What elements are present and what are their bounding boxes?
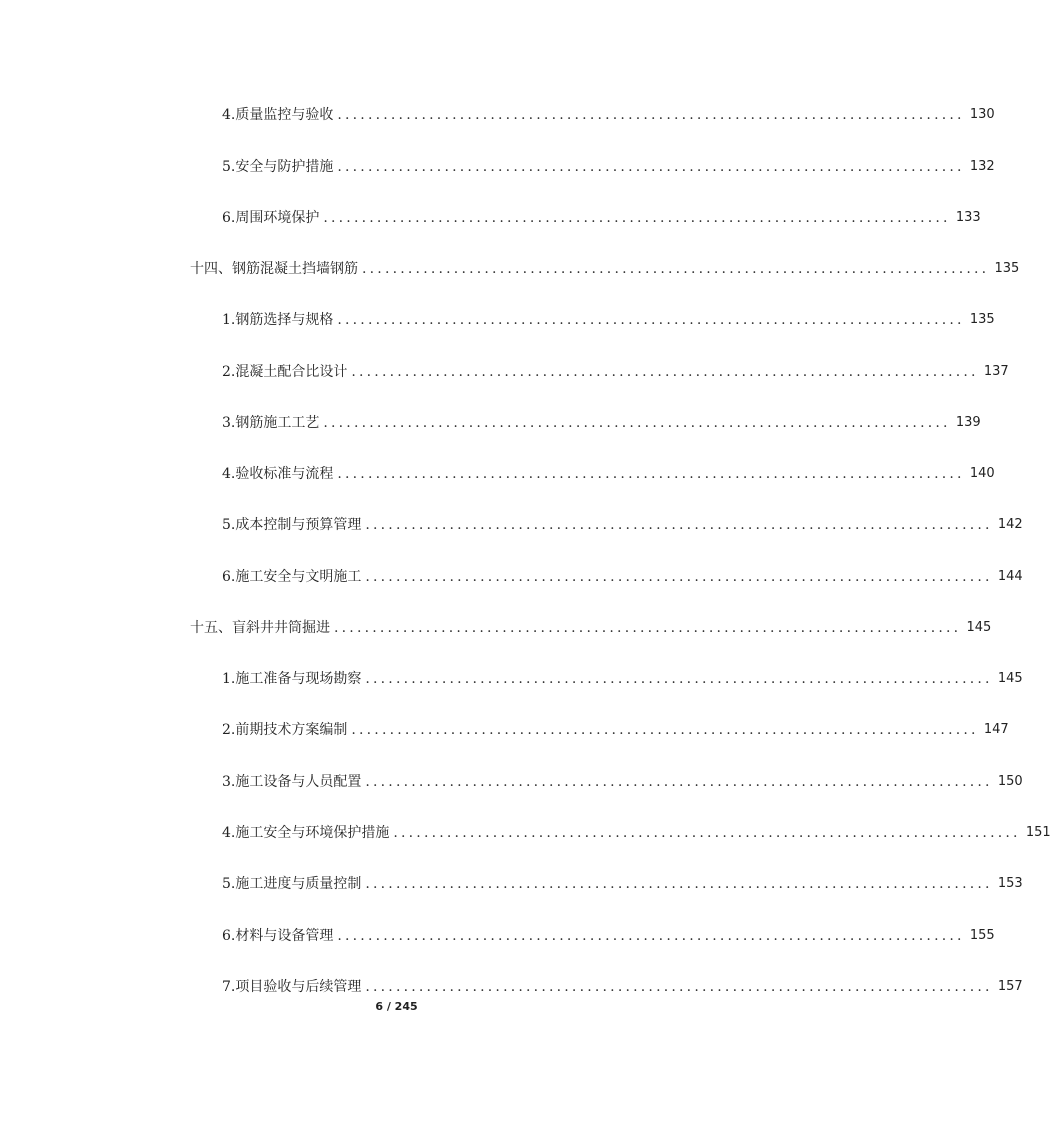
toc-entry[interactable] (0, 155, 995, 179)
toc-entry[interactable] (0, 770, 1023, 794)
toc-entry-page: 142 (997, 517, 1023, 532)
page-indicator: 6 / 245 (375, 1000, 418, 1013)
toc-entry-page: 130 (969, 107, 995, 122)
toc-entry[interactable] (0, 411, 981, 435)
toc-leader-dots: .................................................................................. (337, 312, 965, 328)
toc-entry-page: 135 (969, 312, 995, 327)
toc-entry-title: 2.混凝土配合比设计 (222, 364, 348, 380)
toc-entry-page: 132 (969, 159, 995, 174)
toc-entry-page: 153 (997, 876, 1023, 891)
toc-leader-dots: .................................................................................. (351, 722, 979, 738)
toc-entry-page: 147 (983, 722, 1009, 737)
toc-entry[interactable] (0, 924, 995, 948)
toc-entry-title: 3.施工设备与人员配置 (222, 774, 362, 790)
toc-entry[interactable] (0, 360, 1009, 384)
toc-entry-title: 十五、盲斜井井筒掘进 (190, 620, 330, 636)
toc-entry-title: 6.材料与设备管理 (222, 928, 334, 944)
toc-entry-page: 145 (997, 671, 1023, 686)
toc-entry-title: 6.周围环境保护 (222, 210, 320, 226)
toc-section-entry[interactable] (0, 616, 992, 640)
toc-leader-dots: .................................................................................. (365, 671, 993, 687)
toc-leader-dots: .................................................................................. (351, 364, 979, 380)
toc-entry-title: 5.施工进度与质量控制 (222, 876, 362, 892)
toc-entry-page: 139 (955, 415, 981, 430)
toc-entry-title: 3.钢筋施工工艺 (222, 415, 320, 431)
toc-leader-dots: .................................................................................. (337, 928, 965, 944)
toc-leader-dots: .................................................................................. (365, 774, 993, 790)
toc-entry[interactable] (0, 872, 1023, 896)
toc-entry-title: 2.前期技术方案编制 (222, 722, 348, 738)
toc-leader-dots: .................................................................................. (365, 876, 993, 892)
toc-entry[interactable] (0, 667, 1023, 691)
toc-leader-dots: .................................................................................. (323, 210, 951, 226)
toc-entry[interactable] (0, 206, 981, 230)
toc-entry-title: 4.质量监控与验收 (222, 107, 334, 123)
toc-entry-title: 4.验收标准与流程 (222, 466, 334, 482)
toc-entry-title: 1.施工准备与现场勘察 (222, 671, 362, 687)
toc-entry[interactable] (0, 821, 1051, 845)
toc-entry-page: 135 (994, 261, 1020, 276)
toc-leader-dots: .................................................................................. (362, 261, 990, 277)
toc-entry-page: 145 (966, 620, 992, 635)
toc-entry-title: 1.钢筋选择与规格 (222, 312, 334, 328)
toc-leader-dots: .................................................................................. (323, 415, 951, 431)
toc-entry-title: 4.施工安全与环境保护措施 (222, 825, 390, 841)
toc-entry[interactable] (0, 975, 1023, 999)
toc-entry-title: 十四、钢筋混凝土挡墙钢筋 (190, 261, 358, 277)
toc-leader-dots: .................................................................................. (365, 569, 993, 585)
toc-entry[interactable] (0, 308, 995, 332)
toc-entry[interactable] (0, 462, 995, 486)
toc-entry-title: 5.成本控制与预算管理 (222, 517, 362, 533)
toc-leader-dots: .................................................................................. (337, 107, 965, 123)
toc-entry-page: 157 (997, 979, 1023, 994)
toc-entry-page: 133 (955, 210, 981, 225)
toc-entry-title: 7.项目验收与后续管理 (222, 979, 362, 995)
toc-entry[interactable] (0, 103, 995, 127)
toc-leader-dots: .................................................................................. (334, 620, 962, 636)
toc-leader-dots: .................................................................................. (337, 159, 965, 175)
toc-entry-page: 150 (997, 774, 1023, 789)
toc-entry[interactable] (0, 513, 1023, 537)
toc-entry-page: 137 (983, 364, 1009, 379)
toc-entry-page: 140 (969, 466, 995, 481)
toc-leader-dots: .................................................................................. (337, 466, 965, 482)
toc-leader-dots: .................................................................................. (365, 979, 993, 995)
toc-section-entry[interactable] (0, 257, 1020, 281)
toc-entry[interactable] (0, 718, 1009, 742)
toc-leader-dots: .................................................................................. (393, 825, 1021, 841)
toc-entry-page: 151 (1025, 825, 1051, 840)
toc-entry-page: 144 (997, 569, 1023, 584)
toc-entry-title: 6.施工安全与文明施工 (222, 569, 362, 585)
toc-entry-page: 155 (969, 928, 995, 943)
toc-entry-title: 5.安全与防护措施 (222, 159, 334, 175)
toc-entry[interactable] (0, 565, 1023, 589)
toc-leader-dots: .................................................................................. (365, 517, 993, 533)
